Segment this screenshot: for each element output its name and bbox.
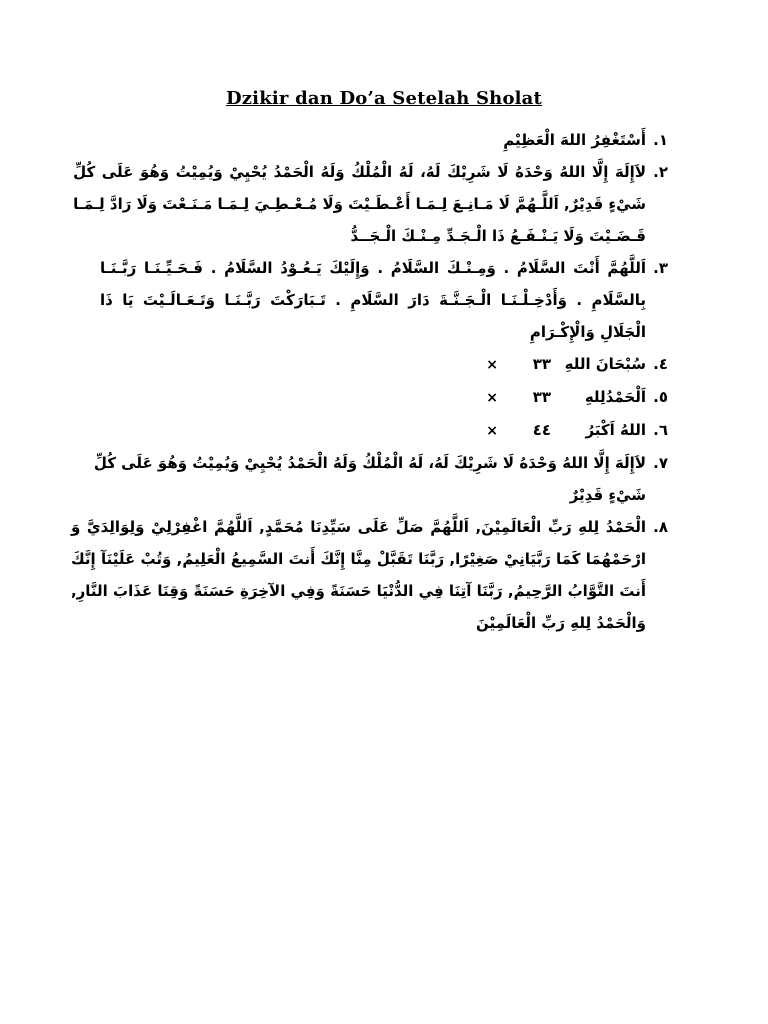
repeat-count: ٤٤ <box>532 421 551 439</box>
item-number: ٨. <box>653 518 668 536</box>
times-sign: × <box>486 423 498 439</box>
times-sign: × <box>486 390 498 406</box>
document-title: Dzikir dan Do’a Setelah Sholat <box>225 88 543 109</box>
item-number: ٢. <box>653 163 668 181</box>
list-item-2 <box>73 156 668 252</box>
item-text: سُبْحَانَ اللهِ <box>564 355 646 373</box>
item-text: اَلْحَمْدُلِلهِ <box>584 388 646 406</box>
item-text-line: أَنتَ التَّوَّابُ الرَّحِيمُ, رَبَّنَا آتِنَا فِي الدُّنْيَا حَسَنَةً وَفِي الآخِرَةِ حَسَنَةً وَقِنَا عَذَابَ النَّارِ, <box>70 582 646 600</box>
item-text-line: اَللَّهُمَّ أَنْتَ السَّلَامُ . وَمِـنْـكَ السَّلَامُ . وَإِلَيْكَ يَـعُـوْدُ السَّلَامُ . فَـحَـيِّـنَـا رَبَّـنَـا <box>100 259 646 277</box>
repeat-count: ٣٣ <box>532 388 551 406</box>
repeat-count: ٣٣ <box>532 355 551 373</box>
item-text-line: ارْحَمْهُمَا كَمَا رَبَّيَانِيْ صَغِيْرًا, رَبَّنَا تَقَبَّلْ مِنَّا إِنَّكَ أَنتَ السَّمِيعُ الْعَلِيمُ, وَتُبْ عَلَيْنَآ إِنَّكَ <box>70 550 646 568</box>
dzikir-list <box>70 124 668 639</box>
item-number: ١. <box>653 131 668 149</box>
item-text-line: شَيْءٍ قَدِيْرٌ, اَللَّـهُمَّ لَا مَـانِـعَ لِـمَـا أَعْـطَـيْتَ وَلَا مُـعْـطِـيَ لِـمَـا مَـنَـعْتَ وَلَا رَادَّ لِـمَـا <box>73 195 646 213</box>
item-number: ٧. <box>653 454 668 472</box>
list-item-4 <box>100 348 668 381</box>
item-text-line: بِالسَّلَامِ . وَأَدْخِـلْـنَـا الْـجَـنَّـةَ دَارَ السَّلَامِ . تَـبَارَكْتَ رَبَّـنَـا وَتَـعَـالَـيْتَ يَا ذَا <box>100 291 646 309</box>
item-text-line: الْجَلَالِ وَالْإِكْـرَامِ <box>529 323 646 341</box>
item-text-line: الْحَمْدُ لِلهِ رَبِّ الْعَالَمِيْنَ, اَللَّهُمَّ صَلِّ عَلَى سَيِّدِنَا مُحَمَّدٍ, اَللَّهُمَّ اغْفِرْلِيْ وَلِوَالِدَيَّ وَ <box>70 518 646 536</box>
item-text-line: لاَإِلَهَ إِلَّا اللهُ وَحْدَهُ لَا شَرِيْكَ لَهُ، لَهُ الْمُلْكُ وَلَهُ الْحَمْدُ يُحْيِيْ وَيُمِيْتُ وَهُوَ عَلَى كُلِّ <box>93 454 646 472</box>
item-number: ٥. <box>653 388 668 406</box>
item-number: ٤. <box>653 355 668 373</box>
times-sign: × <box>486 357 498 373</box>
list-item-5 <box>100 381 668 414</box>
list-item-6 <box>100 414 668 447</box>
item-text-line: شَيْءٍ قَدِيْرٌ <box>569 486 646 504</box>
item-text-line: لاَإِلَهَ إِلَّا اللهُ وَحْدَهُ لَا شَرِيْكَ لَهُ، لَهُ الْمُلْكُ وَلَهُ الْحَمْدُ يُحْيِيْ وَيُمِيْتُ وَهُوَ عَلَى كُلِّ <box>73 163 646 181</box>
list-item-1 <box>100 124 668 156</box>
list-item-7 <box>93 447 668 511</box>
list-item-3 <box>100 252 668 348</box>
item-number: ٦. <box>653 421 668 439</box>
item-number: ٣. <box>653 259 668 277</box>
item-text-line: أَسْتَغْفِرُ اللهَ الْعَظِيْمِ <box>503 131 646 149</box>
list-item-8 <box>70 511 668 639</box>
item-text-line: قَـضَـيْتَ وَلَا يَـنْـفَـعُ ذَا الْـجَـدِّ مِـنْـكَ الْـجَــدُّ <box>350 227 646 245</box>
item-text: اللهُ اَكْبَرُ <box>585 421 646 439</box>
item-text-line: وَالْحَمْدُ لِلهِ رَبِّ الْعَالَمِيْنَ <box>475 614 646 632</box>
